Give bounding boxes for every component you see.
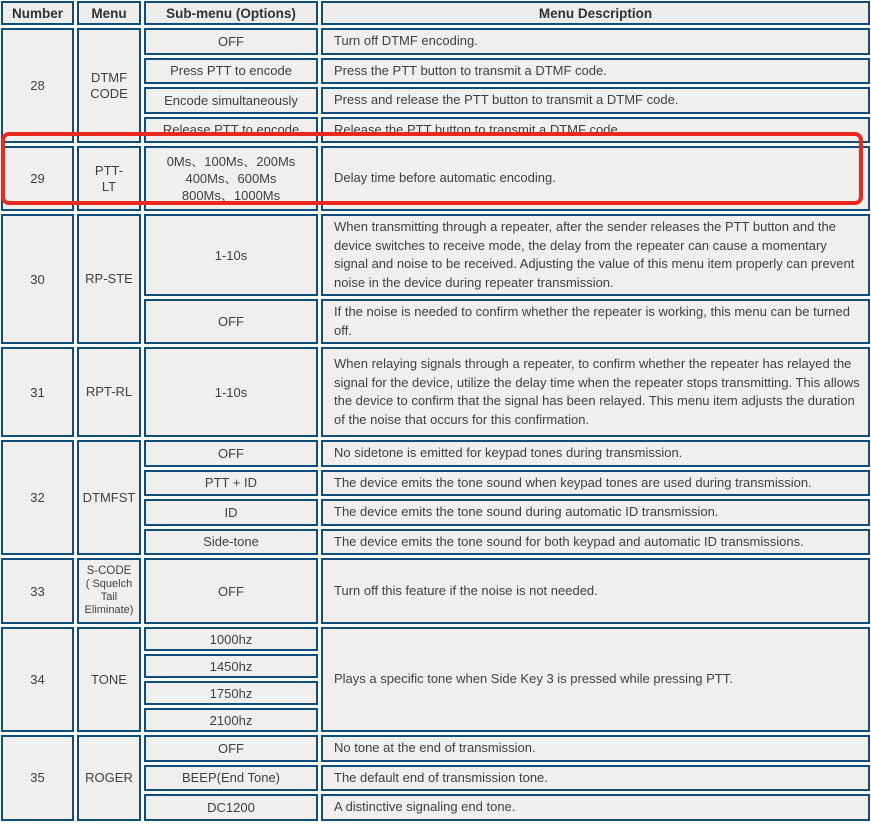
- row28-desc-3: Press and release the PTT button to transmit a DTMF code.: [321, 87, 870, 114]
- option-line: 400Ms、600Ms: [185, 171, 277, 186]
- row28-desc-1: Turn off DTMF encoding.: [321, 28, 870, 55]
- row28-option-2: Press PTT to encode: [144, 58, 318, 85]
- row30-number: 30: [1, 214, 74, 344]
- row35-menu: ROGER: [77, 735, 141, 821]
- row34-number: 34: [1, 627, 74, 732]
- row34-menu: TONE: [77, 627, 141, 732]
- row35-desc-3: A distinctive signaling end tone.: [321, 794, 870, 821]
- row33-number: 33: [1, 558, 74, 624]
- row28-option-1: OFF: [144, 28, 318, 55]
- row34-option-3: 1750hz: [144, 681, 318, 705]
- row35-option-3: DC1200: [144, 794, 318, 821]
- row35-option-2: BEEP(End Tone): [144, 765, 318, 792]
- row29-options: [144, 146, 318, 211]
- menu-line: Eliminate): [84, 604, 134, 616]
- row29-number: 29: [1, 146, 74, 211]
- row35-number: 35: [1, 735, 74, 821]
- row30-option-1: 1-10s: [144, 214, 318, 296]
- row30-desc-1: When transmitting through a repeater, after the sender releases the PTT button and the device switches to receive mode, the delay from the repeater can cause a momentary signal and noise to be received. Adjusting the value of this menu item properly can prevent noise in the device during repeater transmission.: [321, 214, 870, 296]
- row28-menu: [77, 28, 141, 143]
- menu-line: ( Squelch: [85, 578, 133, 590]
- menu-line: S-CODE: [86, 565, 132, 577]
- row28-desc-2: Press the PTT button to transmit a DTMF code.: [321, 58, 870, 85]
- menu-line: PTT-: [94, 162, 124, 178]
- row31-option: 1-10s: [144, 347, 318, 437]
- row32-option-2: PTT + ID: [144, 470, 318, 497]
- row34-option-1: 1000hz: [144, 627, 318, 651]
- row32-option-3: ID: [144, 499, 318, 526]
- row32-desc-3: The device emits the tone sound during automatic ID transmission.: [321, 499, 870, 526]
- row30-option-2: OFF: [144, 299, 318, 344]
- menu-line: CODE: [90, 85, 128, 101]
- row30-desc-2: If the noise is needed to confirm whether the repeater is working, this menu can be turned off.: [321, 299, 870, 344]
- row29-menu: [77, 146, 141, 211]
- row32-option-4: Side-tone: [144, 529, 318, 556]
- header-description: Menu Description: [321, 1, 870, 25]
- row31-number: 31: [1, 347, 74, 437]
- header-menu: Menu: [77, 1, 141, 25]
- row32-desc-4: The device emits the tone sound for both keypad and automatic ID transmissions.: [321, 529, 870, 556]
- row34-desc: Plays a specific tone when Side Key 3 is pressed while pressing PTT.: [321, 627, 870, 732]
- row32-number: 32: [1, 440, 74, 555]
- row28-number: 28: [1, 28, 74, 143]
- header-submenu: Sub-menu (Options): [144, 1, 318, 25]
- row32-option-1: OFF: [144, 440, 318, 467]
- row28-option-4: Release PTT to encode: [144, 117, 318, 144]
- row35-desc-2: The default end of transmission tone.: [321, 765, 870, 792]
- option-line: 0Ms、100Ms、200Ms: [166, 154, 296, 169]
- menu-line: Tail: [100, 591, 118, 603]
- row34-option-4: 2100hz: [144, 708, 318, 732]
- row33-menu: [77, 558, 141, 624]
- row30-menu: RP-STE: [77, 214, 141, 344]
- row28-desc-4: Release the PTT button to transmit a DTMF code.: [321, 117, 870, 144]
- row32-desc-2: The device emits the tone sound when keypad tones are used during transmission.: [321, 470, 870, 497]
- row31-desc: When relaying signals through a repeater, to confirm whether the repeater has relayed the signal for the device, utilize the delay time when the repeater stops transmitting. This allows the device to confirm that the signal has been relayed. This menu item adjusts the duration of the noise that occurs for this confirmation.: [321, 347, 870, 437]
- option-line: 800Ms、1000Ms: [181, 188, 281, 203]
- row31-menu: RPT-RL: [77, 347, 141, 437]
- row28-option-3: Encode simultaneously: [144, 87, 318, 114]
- menu-line: LT: [101, 178, 117, 194]
- row33-option: OFF: [144, 558, 318, 624]
- row32-menu: DTMFST: [77, 440, 141, 555]
- header-number: Number: [1, 1, 74, 25]
- row35-desc-1: No tone at the end of transmission.: [321, 735, 870, 762]
- row32-desc-1: No sidetone is emitted for keypad tones during transmission.: [321, 440, 870, 467]
- row35-option-1: OFF: [144, 735, 318, 762]
- menu-line: DTMF: [90, 69, 128, 85]
- row33-desc: Turn off this feature if the noise is not needed.: [321, 558, 870, 624]
- row29-desc: Delay time before automatic encoding.: [321, 146, 870, 211]
- row34-option-2: 1450hz: [144, 654, 318, 678]
